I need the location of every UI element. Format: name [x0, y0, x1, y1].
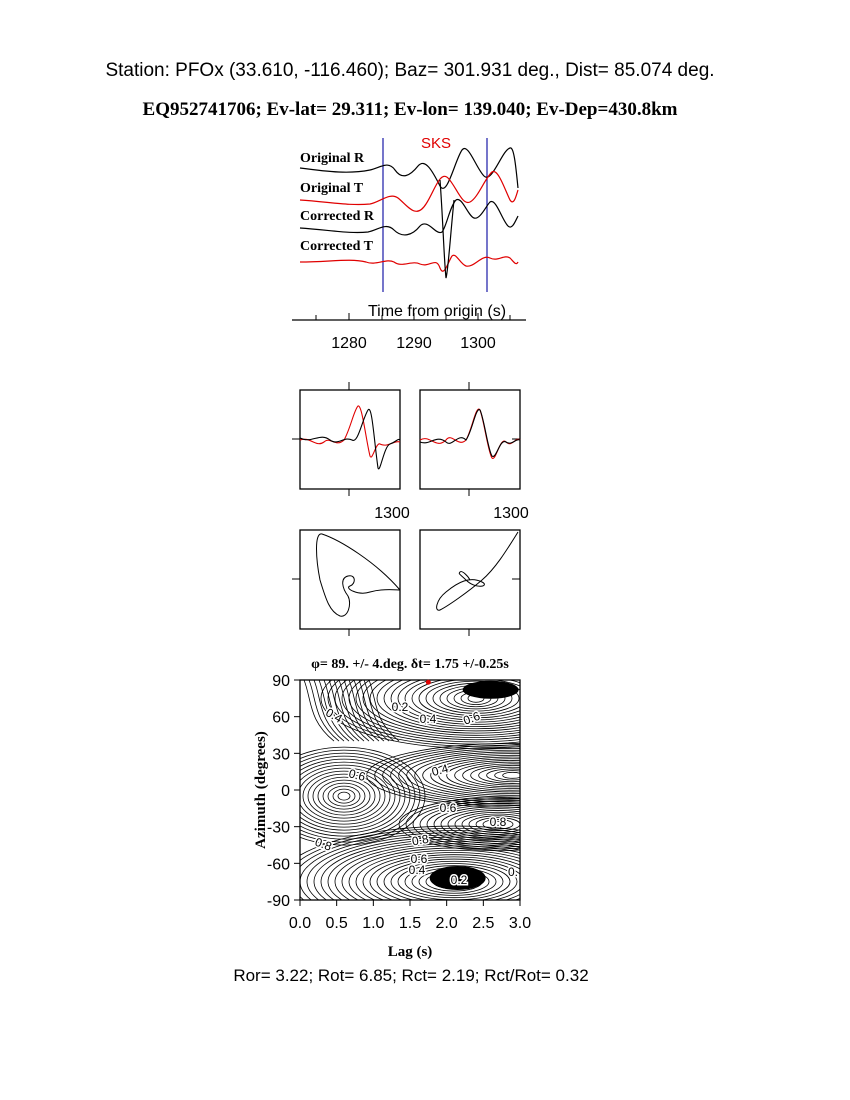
time-axis-label: Time from origin (s) — [367, 303, 507, 320]
panel-frame — [300, 530, 400, 629]
waveform-section — [292, 135, 526, 352]
y-tick-label: 60 — [272, 709, 290, 727]
particle-motion-original — [292, 530, 400, 636]
phase-label: SKS — [420, 135, 452, 152]
x-tick-label: 0.5 — [325, 915, 348, 932]
particle-motion-corrected — [420, 530, 520, 636]
contour-level-label: 0.6 — [410, 852, 428, 866]
contour-line — [333, 789, 355, 803]
contour-level-label: 0.6 — [347, 766, 367, 785]
overlay-black-wave — [300, 409, 400, 469]
time-tick-label: 1280 — [331, 335, 367, 352]
y-tick-label: -90 — [266, 893, 290, 910]
contour-lines — [263, 648, 659, 937]
ratio-summary: Ror= 3.22; Rot= 6.85; Rct= 2.19; Rct/Rot= 0.32 — [233, 966, 589, 985]
contour-level-label: 0.4 — [430, 761, 450, 780]
contour-level-label: 0.4 — [408, 863, 426, 877]
contour-line — [479, 767, 547, 783]
panel-tick-label: 1300 — [493, 505, 529, 522]
overlay-panel-original — [292, 382, 410, 522]
contour-line — [367, 743, 659, 807]
contour-title: φ= 89. +/- 4.deg. δt= 1.75 +/-0.25s — [311, 657, 509, 672]
y-tick-label: -30 — [266, 819, 290, 837]
x-tick-label: 1.5 — [398, 915, 422, 932]
x-tick-label: 2.0 — [435, 915, 458, 932]
trace-label-corrected-r: Corrected R — [300, 209, 374, 224]
trace-label-original-t: Original T — [300, 181, 364, 196]
x-tick-label: 1.0 — [362, 915, 385, 932]
best-fit-marker — [426, 680, 431, 685]
station-line: Station: PFOx (33.610, -116.460); Baz= 301.931 deg., Dist= 85.074 deg. — [105, 60, 715, 81]
contour-level-label: 0.2 — [391, 700, 409, 714]
trace-corrected-t — [300, 255, 518, 271]
contour-dense-fill — [463, 681, 519, 699]
contour-level-label: 0.4 — [419, 712, 437, 726]
contour-level-label: 0.8 — [489, 815, 507, 829]
contour-level-label: 0.4 — [323, 705, 345, 726]
contour-line — [391, 749, 635, 803]
contour-level-label: 0.8 — [313, 834, 334, 854]
contour-level-label: 0.8 — [410, 831, 430, 849]
overlay-red-wave — [300, 406, 400, 457]
trace-corrected-r-trough — [440, 180, 454, 278]
contour-line — [375, 745, 651, 805]
contour-line — [318, 780, 370, 812]
contour-plot — [253, 648, 659, 960]
contour-line — [447, 760, 579, 790]
contour-line — [323, 783, 365, 809]
y-tick-label: 30 — [272, 746, 290, 764]
contour-xlabel: Lag (s) — [387, 944, 433, 960]
x-tick-label: 0.0 — [288, 915, 312, 932]
contour-ylabel: Azimuth (degrees) — [253, 731, 269, 849]
contour-line — [298, 768, 390, 824]
motion-path — [437, 532, 518, 610]
overlay-panel-corrected — [420, 382, 529, 522]
contour-line — [455, 762, 571, 788]
contour-level-label: 0.6 — [439, 801, 457, 815]
overlay-red-wave — [420, 409, 520, 458]
trace-label-corrected-t: Corrected T — [300, 239, 373, 254]
time-tick-label: 1290 — [396, 335, 432, 352]
contour-level-label: 0. — [507, 865, 519, 879]
y-tick-label: -60 — [266, 856, 290, 874]
contour-level-label: 0.2 — [450, 873, 468, 887]
contour-line — [268, 750, 420, 842]
contour-line — [308, 774, 380, 818]
y-tick-label: 90 — [272, 673, 290, 690]
x-tick-label: 2.5 — [472, 915, 495, 932]
contour-line — [338, 792, 350, 800]
contour-line — [471, 766, 555, 786]
trace-label-original-r: Original R — [300, 151, 365, 166]
x-tick-label: 3.0 — [508, 915, 532, 932]
contour-line — [283, 759, 405, 833]
panel-tick-label: 1300 — [374, 505, 410, 522]
contour-level-label: 0.6 — [461, 708, 482, 728]
overlay-black-wave — [420, 410, 520, 457]
motion-path — [317, 534, 401, 616]
contour-line — [423, 755, 603, 795]
contour-line — [303, 771, 385, 821]
time-tick-label: 1300 — [460, 335, 496, 352]
event-line: EQ952741706; Ev-lat= 29.311; Ev-lon= 139.040; Ev-Dep=430.8km — [142, 99, 678, 120]
y-tick-label: 0 — [281, 783, 290, 800]
